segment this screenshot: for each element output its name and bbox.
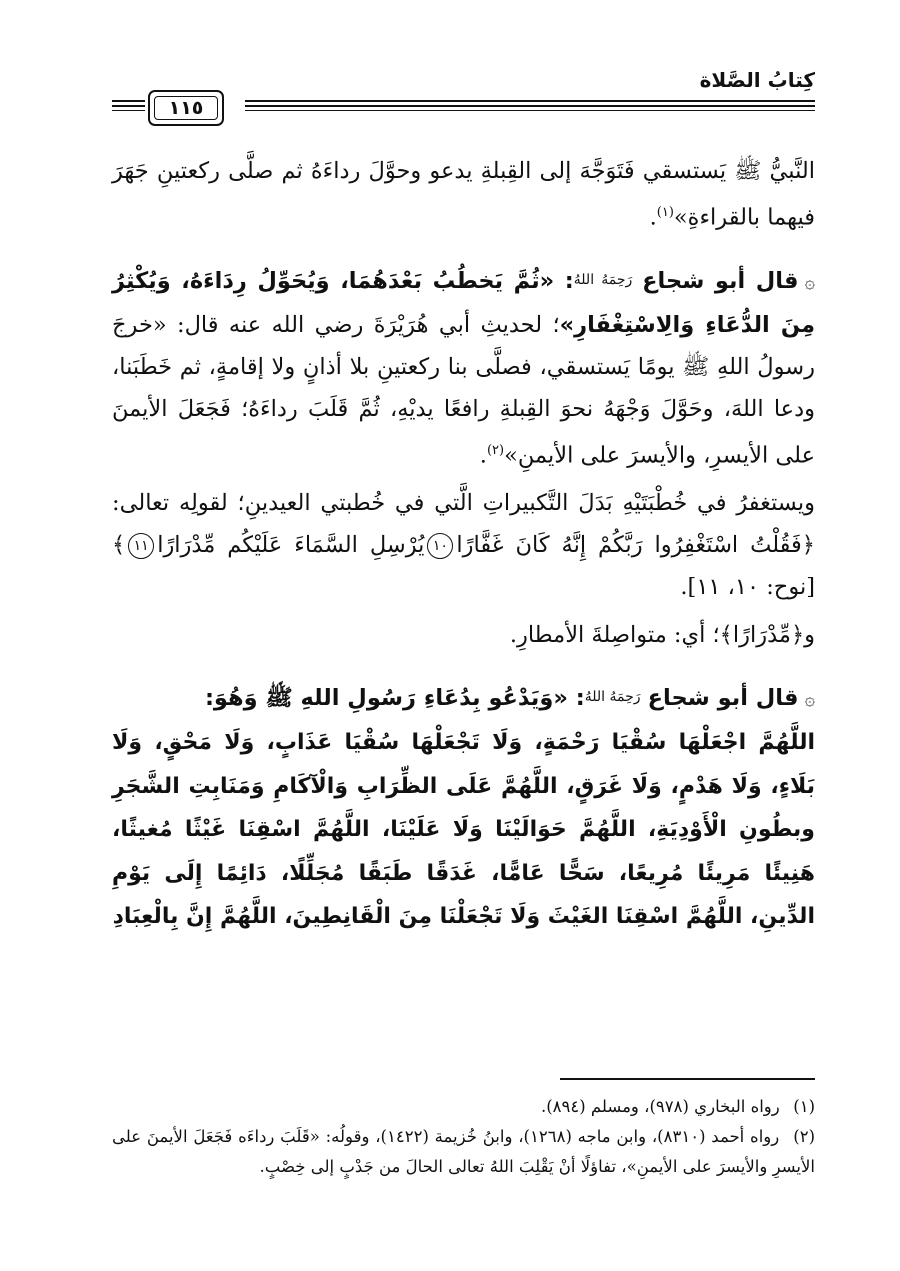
header-rule-line [245,110,815,111]
paragraph [112,259,815,477]
paragraph-text: ﴾ [نوح: ١٠، ١١]. [112,532,815,600]
footnote-number: (٢) [793,1127,816,1146]
matn-quote: : «ثُمَّ يَخطُبُ بَعْدَهُمَا، وَيُحَوِّلُ رِدَاءَهُ، وَيُكْثِرُ مِنَ الدُّعَاءِ وَالِاسْتِغْفَارِ» [112,267,816,338]
supplication-text: اللَّهُمَّ اجْعَلْهَا سُقْيَا رَحْمَةٍ، وَلَا تَجْعَلْهَا سُقْيَا عَذَابٍ، وَلَا مَحْقٍ، وَلَا بَلَاءٍ، وَلَا هَدْمٍ، وَلَا غَرَقٍ، اللَّهُمَّ عَلَى الظِّرَابِ وَالْآكَامِ وَمَنَابِتِ الشَّجَرِ وبطُونِ الْأَوْدِيَةِ، اللَّهُمَّ حَوَالَيْنَا وَلَا عَلَيْنَا، اللَّهُمَّ اسْقِنَا غَيْثًا مُغيثًا، هَنِيئًا مَرِيئًا مُرِيعًا، سَحًّا عَامًّا، غَدَقًا طَبَقًا مُجَلِّلًا، دَائِمًا إِلَى يَوْمِ الدِّينِ، اللَّهُمَّ اسْقِنَا الغَيْثَ وَلَا تَجْعَلْنَا مِنَ الْقَانِطِينَ، اللَّهُمَّ إِنَّ بِالْعِبَادِ [112,730,815,929]
paragraph-text: . [649,204,657,231]
ornament-icon: ۞ [804,689,815,710]
footnote [112,1092,815,1122]
ayah-number: ١٠ [427,533,453,559]
page-number-frame [148,90,224,126]
ayah-number: ١١ [128,533,154,559]
page-number: ١١٥ [154,96,218,120]
footnote-text: رواه أحمد (٨٣١٠)، وابن ماجه (١٢٦٨)، وابنُ خُزيمة (١٤٢٢)، وقولُه: «قَلَبَ رداءَه فَجَعَلَ الأيمنَ على الأيسرِ والأيسرَ على الأيمنِ»، تفاؤلًا أنْ يَقْلِبَ اللهُ تعالى الحالَ من جَدْبٍ إلى خِصْبٍ. [112,1127,815,1176]
matn-quote: : «وَيَدْعُو بِدُعَاءِ رَسُولِ اللهِ ﷺ وَهُوَ: [204,685,585,711]
paragraph-text: . [479,442,487,468]
honorific: رَحِمَهُ اللهُ [573,271,633,288]
paragraph-text: ؛ لحديثِ أبي هُرَيْرَةَ رضي الله عنه قال: «خرجَ رسولُ اللهِ ﷺ يومًا يَستسقي، فصلَّى بنا ركعتينِ بلا أذانٍ ولا إقامةٍ، ثم خَطَبَنا، ودعا اللهَ، وحَوَّلَ وَجْهَهُ نحوَ القِبلةِ رافعًا يديْهِ، ثُمَّ قَلَبَ رداءَهُ؛ فَجَعَلَ الأيمنَ على الأيسرِ، والأيسرَ على الأيمنِ» [112,311,815,468]
paragraph [112,676,815,721]
header-rule-line [112,105,145,107]
footnote-separator [560,1078,815,1080]
paragraph-text: النَّبيُّ ﷺ يَستسقي فَتَوَجَّهَ إلى القِبلةِ يدعو وحوَّلَ رداءَهُ ثم صلَّى ركعتينِ جَهَرَ فيهما بالقراءةِ» [112,158,815,231]
footnote [112,1122,815,1182]
footnote-ref: (٢) [486,442,505,458]
paragraph-text: ويستغفرُ في خُطْبَتَيْهِ بَدَلَ التَّكبيراتِ الَّتي في خُطبتي العيدينِ؛ لقولِه تعالى: ﴿فَقُلْتُ اسْتَغْفِرُوا رَبَّكُمْ إِنَّهُ كَانَ غَفَّارًا [112,490,815,558]
header-rule-line [112,100,145,102]
footnotes [112,1092,815,1182]
header-rule [112,90,815,130]
paragraph: و﴿مِّدْرَارًا﴾؛ أي: متواصِلةَ الأمطارِ. [509,622,815,648]
paragraph [112,482,815,608]
honorific: رَحِمَهُ اللهُ [584,689,641,705]
footnote-ref: (١) [656,205,674,220]
ornament-icon: ۞ [804,271,815,293]
quran-text: يُرْسِلِ السَّمَاءَ عَلَيْكُم مِّدْرَارًا [157,532,425,558]
header-rule-line [245,100,815,102]
header-rule-line [245,105,815,107]
header-rule-line [112,110,145,111]
speaker-name: قال أبو شجاع [647,685,799,711]
footnote-number: (١) [793,1097,815,1116]
main-text [112,150,815,939]
footnote-text: رواه البخاري (٩٧٨)، ومسلم (٨٩٤). [540,1097,780,1116]
paragraph [112,150,815,239]
speaker-name: قال أبو شجاع [642,267,799,294]
running-header-title: كِتابُ الصَّلاة [699,68,815,92]
